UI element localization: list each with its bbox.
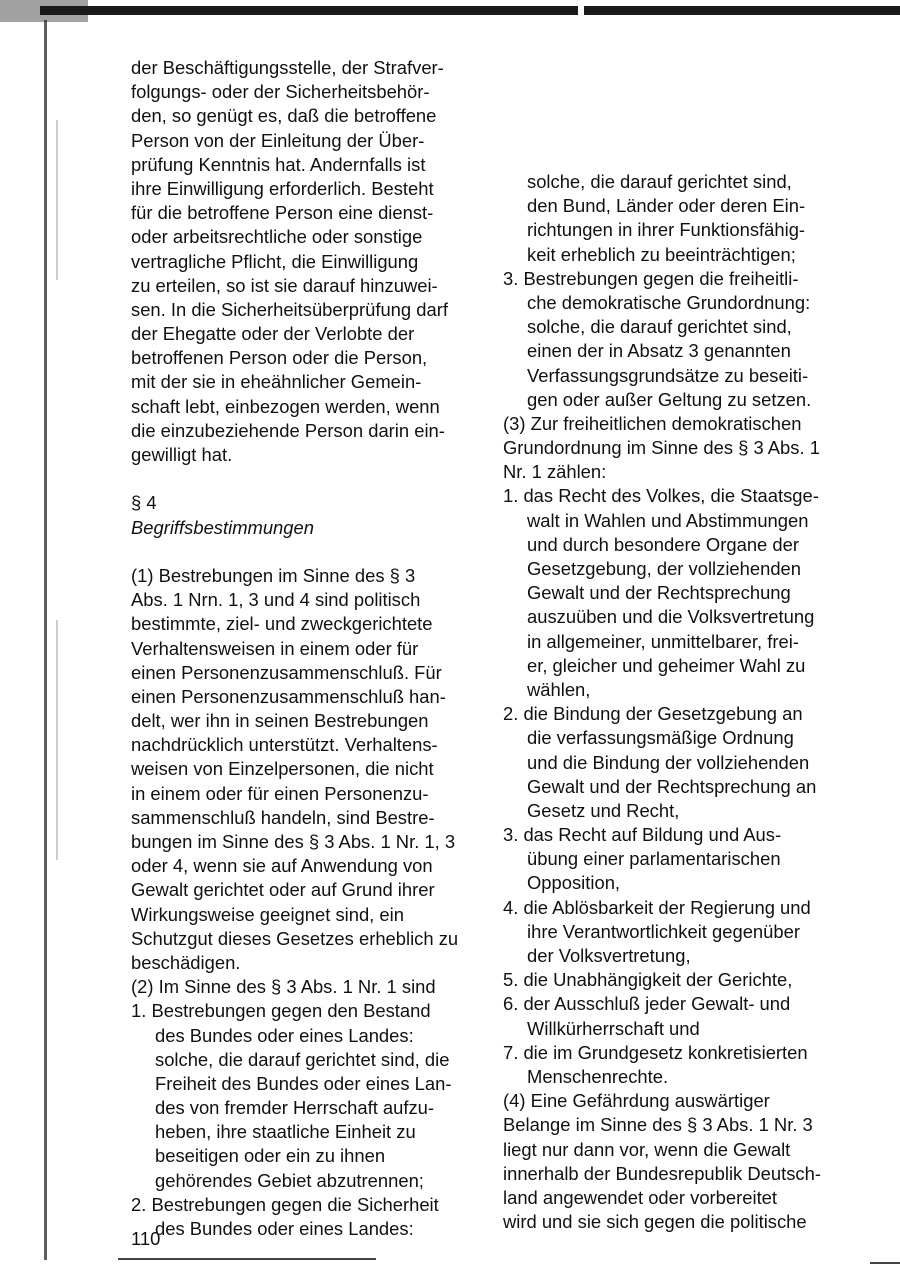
text-line: gewilligt hat. [131, 444, 233, 465]
text-line: beseitigen oder ein zu ihnen [155, 1145, 386, 1167]
text-line: oder arbeitsrechtliche oder sonstige [131, 226, 423, 248]
text-line: sammenschluß handeln, sind Bestre- [131, 806, 435, 828]
text-line: des Bundes oder eines Landes: [155, 1218, 414, 1239]
text-line: 2. Bestrebungen gegen die Sicherheit [131, 1193, 439, 1215]
text-line: betroffenen Person oder die Person, [131, 347, 428, 369]
text-line: Nr. 1 zählen: [503, 461, 607, 483]
text-line: Gewalt gerichtet oder auf Grund ihrer [131, 879, 435, 901]
text-line: übung einer parlamentarischen [527, 848, 781, 870]
text-line: solche, die darauf gerichtet sind, die [155, 1048, 450, 1070]
text-line: bestimmte, ziel- und zweckgerichtete [131, 613, 433, 635]
text-line: des von fremder Herrschaft aufzu- [155, 1097, 435, 1119]
text-line: Wirkungsweise geeignet sind, ein [131, 903, 404, 925]
paragraph-gap [131, 467, 458, 491]
text-line: Gesetz und Recht, [527, 799, 680, 821]
text-line: (3) Zur freiheitlichen demokratischen [503, 412, 802, 434]
text-line: Grundordnung im Sinne des § 3 Abs. 1 [503, 437, 820, 459]
text-line: 4. die Ablösbarkeit der Regierung und [503, 896, 811, 918]
text-line: Person von der Einleitung der Über- [131, 129, 425, 151]
text-line: Gewalt und der Rechtsprechung [527, 582, 791, 604]
text-line: der Beschäftigungsstelle, der Strafver- [131, 57, 444, 78]
text-line: 3. das Recht auf Bildung und Aus- [503, 824, 782, 846]
text-line: heben, ihre staatliche Einheit zu [155, 1121, 416, 1143]
text-line: bungen im Sinne des § 3 Abs. 1 Nr. 1, 3 [131, 831, 456, 852]
text-line: schaft lebt, einbezogen werden, wenn [131, 395, 440, 417]
text-line: 6. der Ausschluß jeder Gewalt- und [503, 993, 791, 1015]
text-line: gen oder außer Geltung zu setzen. [527, 388, 812, 410]
text-line: solche, die darauf gerichtet sind, [527, 171, 792, 192]
paragraph-gap [131, 540, 458, 564]
text-line: der Volksvertretung, [527, 945, 691, 966]
text-line: einen Personenzusammenschluß. Für [131, 661, 442, 683]
text-line: prüfung Kenntnis hat. Andernfalls ist [131, 153, 426, 175]
text-line: wählen, [527, 678, 591, 700]
text-line: vertragliche Pflicht, die Einwilligung [131, 250, 419, 272]
text-line: Gewalt und der Rechtsprechung an [527, 775, 817, 797]
text-line: Abs. 1 Nrn. 1, 3 und 4 sind politisch [131, 589, 421, 611]
text-line: die einzubeziehende Person darin ein- [131, 419, 445, 441]
scan-speck [56, 620, 58, 860]
text-line: 5. die Unabhängigkeit der Gerichte, [503, 969, 793, 991]
text-line: § 4 [131, 492, 157, 514]
text-line: beschädigen. [131, 951, 241, 973]
text-line: und die Bindung der vollziehenden [527, 751, 810, 773]
text-line: (2) Im Sinne des § 3 Abs. 1 Nr. 1 sind [131, 976, 436, 998]
scan-left-edge [44, 20, 47, 1260]
text-line: des Bundes oder eines Landes: [155, 1024, 414, 1046]
text-line: solche, die darauf gerichtet sind, [527, 316, 792, 338]
text-line: auszuüben und die Volksvertretung [527, 606, 815, 628]
scan-speck [56, 120, 58, 280]
text-line: in einem oder für einen Personenzu- [131, 782, 429, 804]
text-line: der Ehegatte oder der Verlobte der [131, 323, 415, 345]
text-line: Opposition, [527, 872, 621, 894]
text-line: Verfassungsgrundsätze zu beseiti- [527, 364, 809, 386]
text-line: liegt nur dann vor, wenn die Gewalt [503, 1138, 791, 1160]
text-line: mit der sie in eheähnlicher Gemein- [131, 371, 422, 393]
right-column [503, 170, 821, 1234]
text-line: Freiheit des Bundes oder eines Lan- [155, 1072, 452, 1094]
text-line: 3. Bestrebungen gegen die freiheitli- [503, 267, 799, 289]
text-line: ihre Einwilligung erforderlich. Besteht [131, 177, 434, 199]
text-line: 1. das Recht des Volkes, die Staatsge- [503, 485, 819, 507]
left-column [131, 56, 458, 1241]
text-line: Willkürherrschaft und [527, 1017, 700, 1039]
scan-bottom-line [118, 1258, 376, 1260]
text-line: keit erheblich zu beeinträchtigen; [527, 243, 796, 265]
text-line: für die betroffene Person eine dienst- [131, 202, 434, 224]
scan-top-border [40, 6, 900, 15]
text-line: 1. Bestrebungen gegen den Bestand [131, 1000, 431, 1022]
text-line: richtungen in ihrer Funktionsfähig- [527, 219, 806, 241]
page-number: 110 [131, 1228, 161, 1249]
text-line: Begriffsbestimmungen [131, 516, 314, 538]
text-line: die verfassungsmäßige Ordnung [527, 727, 794, 749]
text-line: den, so genügt es, daß die betroffene [131, 105, 437, 127]
text-line: nachdrücklich unterstützt. Verhaltens- [131, 734, 438, 756]
text-line: ihre Verantwortlichkeit gegenüber [527, 920, 800, 942]
text-line: Gesetzgebung, der vollziehenden [527, 558, 802, 579]
text-line: innerhalb der Bundesrepublik Deutsch- [503, 1162, 821, 1184]
text-line: er, gleicher und geheimer Wahl zu [527, 654, 806, 676]
text-line: sen. In die Sicherheitsüberprüfung darf [131, 298, 448, 320]
text-line: weisen von Einzelpersonen, die nicht [131, 758, 434, 780]
scan-bottom-line [870, 1262, 900, 1264]
text-line: (4) Eine Gefährdung auswärtiger [503, 1090, 770, 1112]
text-line: folgungs- oder der Sicherheitsbehör- [131, 81, 430, 103]
text-line: zu erteilen, so ist sie darauf hinzuwei- [131, 274, 438, 296]
text-line: einen der in Absatz 3 genannten [527, 340, 791, 362]
text-line: land angewendet oder vorbereitet [503, 1186, 778, 1208]
text-line: und durch besondere Organe der [527, 533, 799, 555]
text-line: gehörendes Gebiet abzutrennen; [155, 1169, 424, 1191]
text-line: einen Personenzusammenschluß han- [131, 685, 446, 707]
text-line: wird und sie sich gegen die politische [503, 1211, 807, 1233]
text-line: delt, wer ihn in seinen Bestrebungen [131, 710, 429, 732]
text-line: walt in Wahlen und Abstimmungen [527, 509, 809, 531]
scan-top-border-gap [578, 5, 584, 17]
text-line: che demokratische Grundordnung: [527, 291, 811, 313]
text-line: Belange im Sinne des § 3 Abs. 1 Nr. 3 [503, 1114, 813, 1136]
text-line: Menschenrechte. [527, 1065, 669, 1087]
text-line: (1) Bestrebungen im Sinne des § 3 [131, 564, 416, 586]
text-line: Verhaltensweisen in einem oder für [131, 637, 419, 659]
text-line: den Bund, Länder oder deren Ein- [527, 195, 806, 217]
text-line: 2. die Bindung der Gesetzgebung an [503, 703, 803, 725]
text-line: 7. die im Grundgesetz konkretisierten [503, 1041, 808, 1063]
text-line: oder 4, wenn sie auf Anwendung von [131, 855, 433, 877]
text-line: in allgemeiner, unmittelbarer, frei- [527, 630, 799, 652]
text-line: Schutzgut dieses Gesetzes erheblich zu [131, 927, 459, 949]
